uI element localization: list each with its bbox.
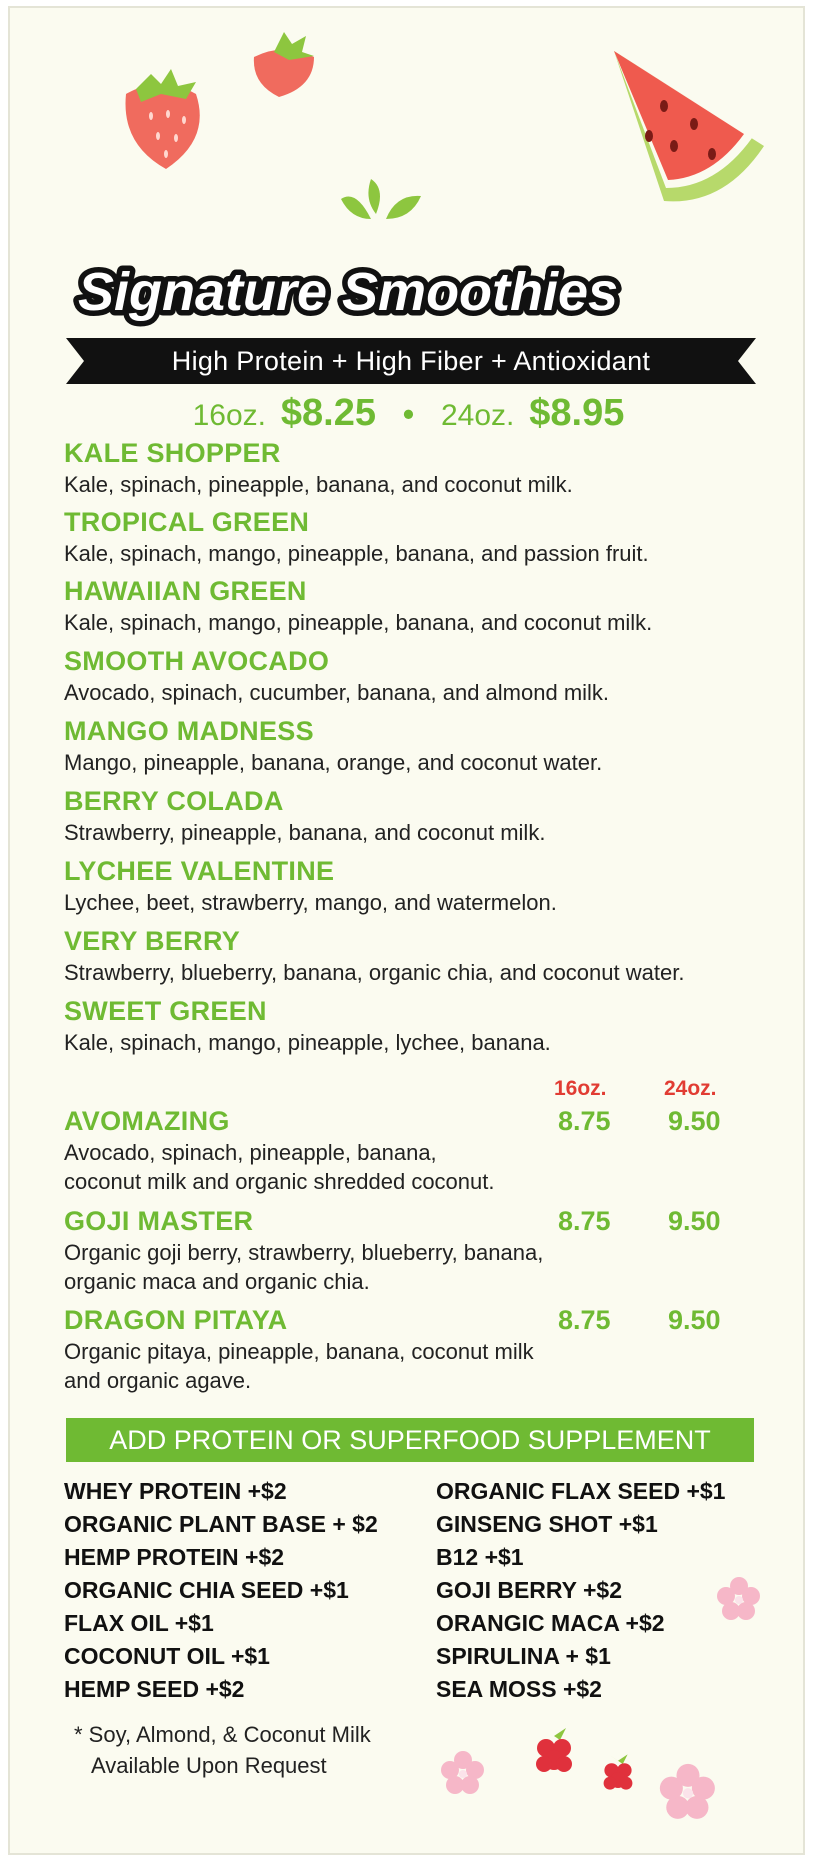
smoothie-name: SWEET GREEN: [64, 996, 267, 1026]
features-banner: [66, 338, 756, 384]
smoothie-desc: Strawberry, blueberry, banana, organic chia, and coconut water.: [64, 960, 685, 985]
menu-title: [68, 240, 628, 330]
supplement-item: HEMP PROTEIN +$2: [64, 1544, 285, 1570]
supplement-item: SPIRULINA + $1: [436, 1643, 611, 1669]
supplement-item: WHEY PROTEIN +$2: [64, 1478, 287, 1504]
smoothie-desc: Mango, pineapple, banana, orange, and coconut water.: [64, 750, 603, 775]
smoothie-desc: Avocado, spinach, cucumber, banana, and almond milk.: [64, 680, 610, 705]
supplement-item: FLAX OIL +$1: [64, 1610, 214, 1636]
supplement-item: B12 +$1: [436, 1544, 524, 1570]
milk-note-line2: Available Upon Request: [91, 1753, 327, 1778]
supplement-item: ORANGIC MACA +$2: [436, 1610, 665, 1636]
small-size-price: $8.25: [280, 392, 376, 434]
premium-name: DRAGON PITAYA: [64, 1305, 288, 1335]
strawberry-icon: [244, 22, 324, 102]
smoothie-desc: Kale, spinach, mango, pineapple, banana, and coconut milk.: [64, 610, 653, 635]
supplement-item: HEMP SEED +$2: [64, 1676, 245, 1702]
size-separator: •: [402, 396, 415, 432]
premium-large-price: 9.50: [668, 1305, 721, 1335]
premium-large-price: 9.50: [668, 1106, 721, 1136]
smoothie-name: SMOOTH AVOCADO: [64, 646, 330, 676]
premium-desc: Organic pitaya, pineapple, banana, coconut milk: [64, 1339, 534, 1364]
premium-name: AVOMAZING: [64, 1106, 230, 1136]
premium-small-price: 8.75: [558, 1206, 611, 1236]
milk-note: [74, 1719, 371, 1781]
premium-name: GOJI MASTER: [64, 1206, 254, 1236]
supplement-item: ORGANIC CHIA SEED +$1: [64, 1577, 349, 1603]
smoothie-name: BERRY COLADA: [64, 786, 284, 816]
premium-desc: Organic goji berry, strawberry, blueberry, banana,: [64, 1240, 544, 1265]
supplement-header: ADD PROTEIN OR SUPERFOOD SUPPLEMENT: [66, 1418, 754, 1462]
small-size-label: 16oz.: [192, 399, 267, 432]
watermelon-icon: [604, 46, 774, 206]
flower-icon: [438, 1748, 488, 1798]
smoothie-desc: Strawberry, pineapple, banana, and coconut milk.: [64, 820, 546, 845]
premium-small-price: 8.75: [558, 1106, 611, 1136]
premium-desc: coconut milk and organic shredded coconut.: [64, 1169, 495, 1194]
smoothie-name: KALE SHOPPER: [64, 438, 281, 468]
large-size-price: $8.95: [529, 392, 625, 434]
premium-desc: Avocado, spinach, pineapple, banana,: [64, 1140, 437, 1165]
supplement-item: COCONUT OIL +$1: [64, 1643, 270, 1669]
menu-title-text: Signature Smoothies: [78, 262, 619, 322]
smoothie-name: HAWAIIAN GREEN: [64, 576, 307, 606]
smoothie-name: VERY BERRY: [64, 926, 241, 956]
strawberry-icon: [106, 44, 216, 174]
smoothie-desc: Kale, spinach, pineapple, banana, and coconut milk.: [64, 472, 573, 497]
features-banner-text: High Protein + High Fiber + Antioxidant: [171, 346, 651, 376]
supplement-item: SEA MOSS +$2: [436, 1676, 602, 1702]
large-size-label: 24oz.: [440, 399, 515, 432]
raspberry-icon: [524, 1720, 584, 1780]
premium-large-price: 9.50: [668, 1206, 721, 1236]
size-prices: [10, 392, 805, 435]
smoothie-name: MANGO MADNESS: [64, 716, 314, 746]
menu-page: [8, 6, 805, 1855]
supplement-item: ORGANIC PLANT BASE + $2: [64, 1511, 378, 1537]
milk-note-line1: * Soy, Almond, & Coconut Milk: [74, 1722, 371, 1747]
supplement-item: ORGANIC FLAX SEED +$1: [436, 1478, 726, 1504]
smoothie-desc: Kale, spinach, mango, pineapple, lychee, banana.: [64, 1030, 551, 1055]
smoothie-name: TROPICAL GREEN: [64, 507, 310, 537]
leaf-icon: [336, 174, 426, 238]
smoothie-desc: Lychee, beet, strawberry, mango, and watermelon.: [64, 890, 557, 915]
flower-icon: [714, 1574, 764, 1624]
col-large-header: 24oz.: [664, 1077, 717, 1100]
premium-small-price: 8.75: [558, 1305, 611, 1335]
premium-desc: and organic agave.: [64, 1368, 252, 1393]
premium-desc: organic maca and organic chia.: [64, 1269, 370, 1294]
smoothie-desc: Kale, spinach, mango, pineapple, banana, and passion fruit.: [64, 541, 649, 566]
smoothie-name: LYCHEE VALENTINE: [64, 856, 335, 886]
supplement-item: GINSENG SHOT +$1: [436, 1511, 658, 1537]
supplement-item: GOJI BERRY +$2: [436, 1577, 622, 1603]
raspberry-icon: [594, 1744, 642, 1800]
col-small-header: 16oz.: [554, 1077, 607, 1100]
flower-icon: [656, 1760, 720, 1824]
